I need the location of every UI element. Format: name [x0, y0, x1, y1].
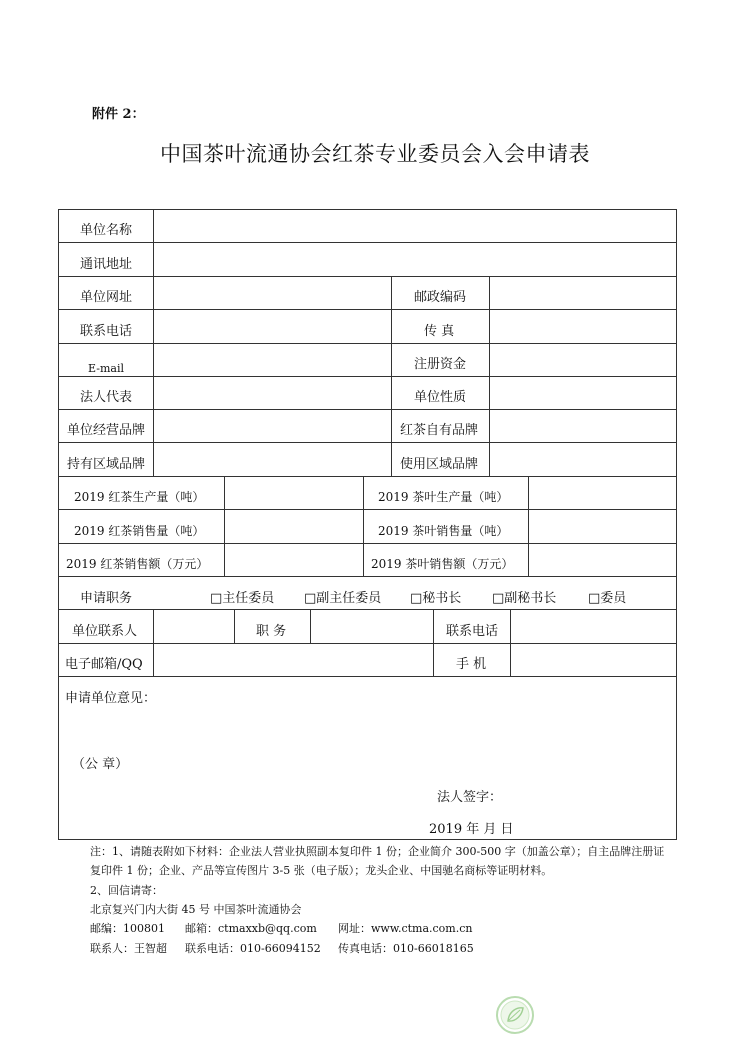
leaf-logo-icon	[495, 995, 535, 1035]
option-director[interactable]: □主任委员	[210, 591, 275, 606]
label-postcode: 邮政编码	[414, 290, 467, 305]
label-black-tea-output: 2019 红茶生产量（吨）	[74, 490, 205, 504]
label-unit-nature: 单位性质	[414, 390, 467, 405]
label-operated-brands: 单位经营品牌	[67, 423, 146, 438]
option-secretary-general[interactable]: □秘书长	[410, 591, 462, 606]
option-deputy-secretary-general[interactable]: □副秘书长	[492, 591, 557, 606]
label-job-title: 职 务	[256, 624, 287, 639]
option-member[interactable]: □委员	[588, 591, 627, 606]
attachment-label: 附件 2：	[92, 107, 145, 122]
note-line-1: 注：1、请随表附如下材料：企业法人营业执照副本复印件 1 份；企业简介 300-500 字（加盖公章）；自主品牌注册证	[90, 845, 665, 858]
label-black-tea-sales-volume: 2019 红茶销售量（吨）	[74, 524, 205, 538]
label-fax: 传 真	[424, 324, 455, 339]
label-website: 单位网址	[80, 290, 133, 305]
label-unit-name: 单位名称	[80, 223, 133, 238]
application-form-table	[58, 209, 677, 840]
label-used-regional-brands: 使用区域品牌	[400, 457, 479, 472]
label-address: 通讯地址	[80, 257, 133, 272]
label-black-tea-sales-amount: 2019 红茶销售额（万元）	[66, 557, 209, 571]
label-opinion: 申请单位意见：	[65, 691, 157, 706]
note-line-2: 复印件 1 份；企业、产品等宣传图片 3-5 张（电子版）；龙头企业、中国驰名商标等证明材料。	[90, 864, 553, 877]
label-contact-person: 单位联系人	[72, 624, 138, 639]
option-deputy-director[interactable]: □副主任委员	[304, 591, 382, 606]
label-legal-rep: 法人代表	[80, 390, 133, 405]
label-seal: （公 章）	[72, 757, 129, 772]
label-email-qq: 电子邮箱/QQ	[65, 657, 143, 672]
note-website: 网址：www.ctma.com.cn	[338, 922, 473, 935]
label-contact-phone: 联系电话	[446, 624, 499, 639]
label-email: E-mail	[88, 362, 124, 375]
label-own-brands: 红茶自有品牌	[400, 423, 479, 438]
form-title: 中国茶叶流通协会红茶专业委员会入会申请表	[160, 142, 590, 166]
note-address: 北京复兴门内大街 45 号 中国茶叶流通协会	[90, 903, 302, 916]
note-email: 邮箱：ctmaxxb@qq.com	[185, 922, 317, 935]
label-phone: 联系电话	[80, 324, 133, 339]
note-postcode: 邮编：100801	[90, 922, 165, 935]
label-date: 2019 年 月 日	[429, 822, 514, 837]
label-held-regional-brands: 持有区域品牌	[67, 457, 146, 472]
label-tea-sales-amount: 2019 茶叶销售额（万元）	[371, 557, 514, 571]
label-position-applied: 申请职务	[80, 591, 133, 606]
note-phone: 联系电话：010-66094152	[185, 942, 321, 955]
note-fax: 传真电话：010-66018165	[338, 942, 474, 955]
note-contact: 联系人：王智超	[90, 942, 167, 955]
label-mobile: 手 机	[456, 657, 487, 672]
label-signature: 法人签字：	[437, 790, 503, 805]
note-line-3: 2、回信请寄：	[90, 884, 163, 897]
label-tea-output: 2019 茶叶生产量（吨）	[378, 490, 509, 504]
label-registered-capital: 注册资金	[414, 357, 467, 372]
label-tea-sales-volume: 2019 茶叶销售量（吨）	[378, 524, 509, 538]
